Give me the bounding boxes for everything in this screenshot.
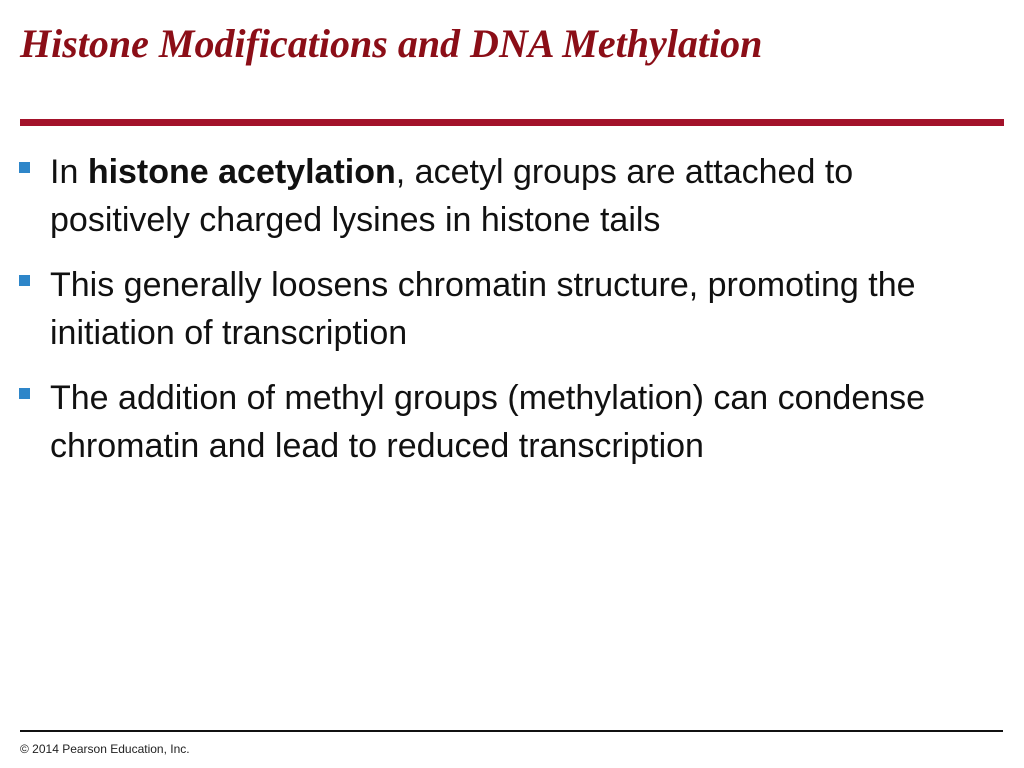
bullet-item-histone-acetylation [19,148,999,244]
copyright-notice: © 2014 Pearson Education, Inc. [20,742,190,756]
square-bullet-icon [19,162,30,173]
title-divider [20,119,1004,126]
bullet-text: This generally loosens chromatin structure, promoting the initiation of transcription [50,266,916,352]
bullet-suffix: , acetyl groups are attached to positively charged lysines in histone tails [50,153,854,239]
bullet-text: The addition of methyl groups (methylation) can condense chromatin and lead to reduced transcription [50,379,926,465]
bullet-item-methylation [19,374,999,470]
square-bullet-icon [19,275,30,286]
square-bullet-icon [19,388,30,399]
slide-title: Histone Modifications and DNA Methylation [20,21,763,66]
bullet-text [50,153,853,239]
bullet-prefix: In [50,153,88,191]
bullet-item-chromatin-loosening [19,261,999,357]
bullet-emphasis: histone acetylation [87,153,396,191]
footer-divider [20,730,1003,732]
bullet-list [19,148,999,487]
